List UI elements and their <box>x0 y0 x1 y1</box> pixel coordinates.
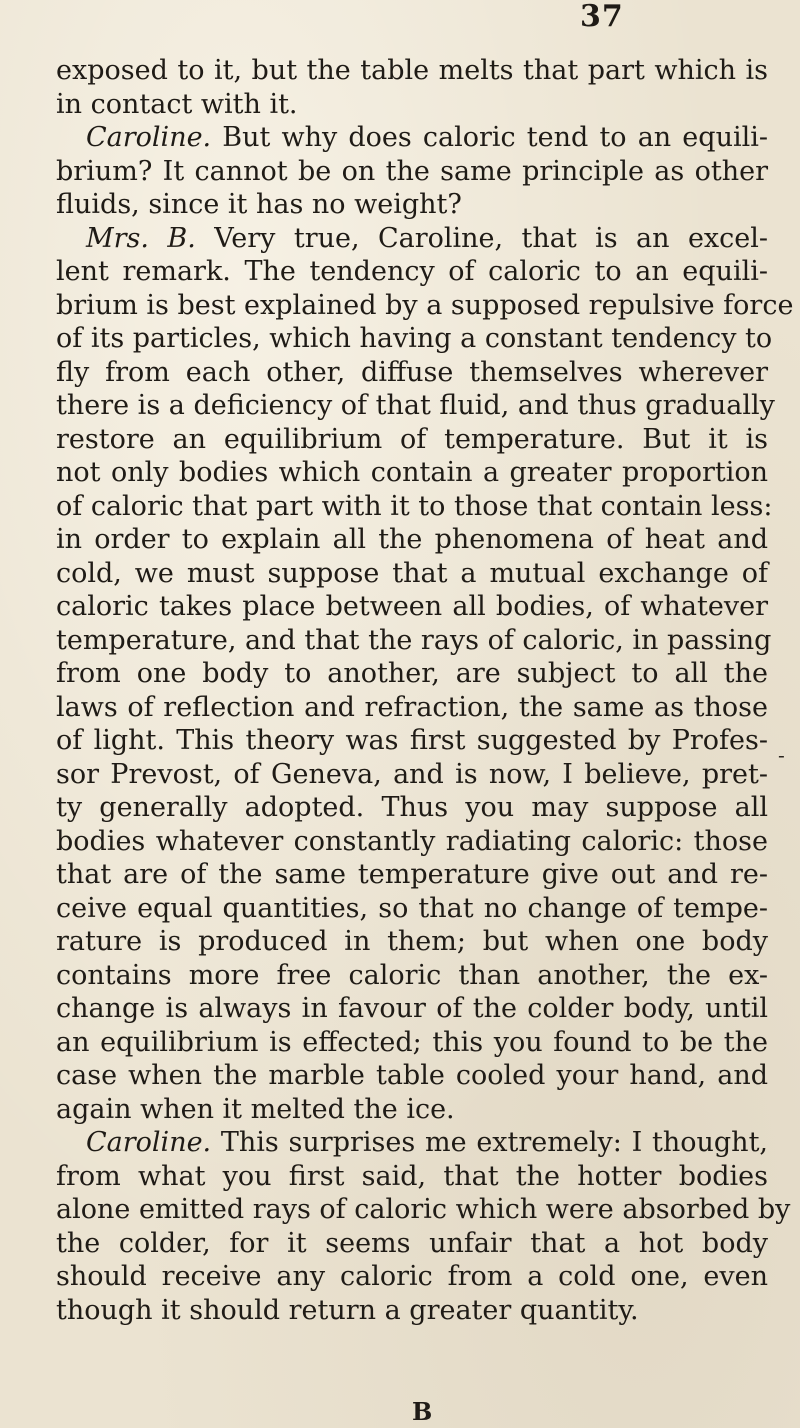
text-line <box>56 1126 768 1160</box>
line-text: bodies whatever constantly radiating caloric: those <box>56 825 768 857</box>
text-line <box>56 557 768 591</box>
text-line <box>56 523 768 557</box>
line-text: Very true, Caroline, that is an excel- <box>195 222 769 254</box>
speaker-name: Mrs. B. <box>86 222 196 254</box>
line-text: restore an equilibrium of temperature. But it is <box>56 423 768 455</box>
line-text: of caloric that part with it to those that contain less: <box>56 490 773 522</box>
line-text: in order to explain all the phenomena of heat and <box>56 524 768 555</box>
page-number: 37 <box>580 0 624 34</box>
text-line <box>56 791 768 825</box>
line-text: there is a deficiency of that fluid, and thus gradually <box>56 390 775 421</box>
text-line <box>56 1160 768 1194</box>
line-text: should receive any caloric from a cold one, even <box>56 1261 768 1292</box>
speaker-name: Caroline. <box>86 122 212 153</box>
text-line <box>56 490 773 524</box>
text-line <box>56 188 768 222</box>
line-text: brium? It cannot be on the same principle as other <box>56 155 768 187</box>
line-text: change is always in favour of the colder body, until <box>56 993 768 1024</box>
text-line <box>56 691 768 725</box>
line-text: fluids, since it has no weight? <box>56 189 462 220</box>
line-text: of light. This theory was first suggested by Profes- <box>56 725 768 756</box>
text-line <box>56 959 768 993</box>
text-line <box>56 758 768 792</box>
line-text: lent remark. The tendency of caloric to an equili- <box>56 256 768 287</box>
text-line <box>56 1193 791 1227</box>
text-line <box>56 858 768 892</box>
text-line <box>56 456 768 490</box>
line-text: from one body to another, are subject to all the <box>56 658 768 689</box>
text-line <box>56 825 768 859</box>
line-text: the colder, for it seems unfair that a hot body <box>56 1227 768 1259</box>
line-text: that are of the same temperature give out and re- <box>56 859 768 890</box>
text-line <box>56 121 768 155</box>
line-text: of its particles, which having a constant tendency to <box>56 323 773 354</box>
text-line <box>56 1294 768 1328</box>
line-text: caloric takes place between all bodies, of whatever <box>56 591 768 622</box>
text-line <box>56 657 768 691</box>
body-text <box>56 54 794 1327</box>
text-line <box>56 1059 768 1093</box>
line-text: ty generally adopted. Thus you may suppose all <box>56 792 768 823</box>
text-line <box>56 992 768 1026</box>
line-text: sor Prevost, of Geneva, and is now, I believe, pret- <box>56 758 768 790</box>
speaker-name: Caroline. <box>86 1127 212 1158</box>
line-text: temperature, and that the rays of caloric, in passing <box>56 624 772 656</box>
line-text: though it should return a greater quantity. <box>56 1294 639 1326</box>
text-line <box>56 356 768 390</box>
line-text: This surprises me extremely: I thought, <box>211 1127 768 1158</box>
line-text: case when the marble table cooled your hand, and <box>56 1060 768 1091</box>
catchword: B <box>412 1397 433 1426</box>
text-line <box>56 88 768 122</box>
text-line <box>56 322 773 356</box>
text-line <box>56 892 768 926</box>
line-text: an equilibrium is effected; this you found to be the <box>56 1026 768 1058</box>
text-line <box>56 1260 768 1294</box>
text-line <box>56 289 794 323</box>
text-line <box>56 389 775 423</box>
line-text: laws of reflection and refraction, the same as those <box>56 691 768 723</box>
line-text: ceive equal quantities, so that no change of tempe- <box>56 892 768 924</box>
text-line <box>56 423 768 457</box>
line-text: rature is produced in them; but when one body <box>56 926 768 957</box>
text-line <box>56 624 772 658</box>
text-line <box>56 222 768 256</box>
text-line <box>56 925 768 959</box>
text-line <box>56 1227 768 1261</box>
text-line <box>56 255 768 289</box>
line-text: from what you first said, that the hotter bodies <box>56 1160 768 1192</box>
text-line <box>56 724 768 758</box>
text-line <box>56 1026 768 1060</box>
line-text: exposed to it, but the table melts that part which is <box>56 55 768 86</box>
text-line <box>56 155 768 189</box>
text-line <box>56 1093 768 1127</box>
text-line <box>56 590 768 624</box>
line-text: cold, we must suppose that a mutual exchange of <box>56 557 768 589</box>
line-text: alone emitted rays of caloric which were absorbed by <box>56 1194 791 1225</box>
line-text: But why does caloric tend to an equili- <box>211 122 768 153</box>
line-text: fly from each other, diffuse themselves wherever <box>56 356 768 388</box>
line-text: brium is best explained by a supposed repulsive force <box>56 289 794 321</box>
line-text: in contact with it. <box>56 88 298 120</box>
line-text: again when it melted the ice. <box>56 1093 455 1125</box>
text-line <box>56 54 768 88</box>
line-text: contains more free caloric than another, the ex- <box>56 959 768 991</box>
margin-mark: - <box>778 743 785 767</box>
line-text: not only bodies which contain a greater proportion <box>56 457 768 488</box>
